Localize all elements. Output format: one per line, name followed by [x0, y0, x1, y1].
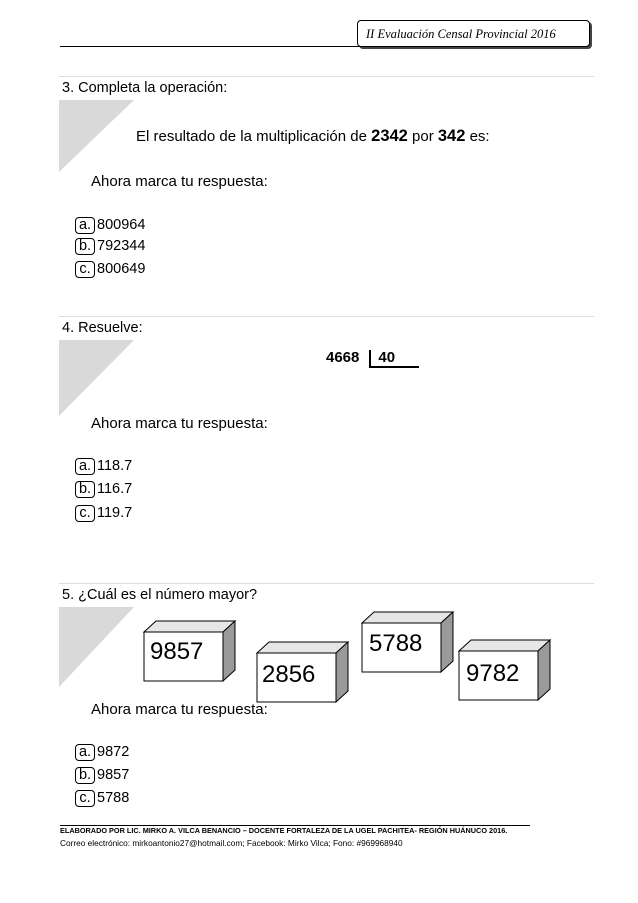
q4-prompt: Ahora marca tu respuesta: [91, 415, 268, 432]
q4-option-b[interactable] [75, 481, 132, 499]
option-letter: a. [75, 744, 95, 761]
option-value: 800964 [97, 217, 146, 233]
option-letter: b. [75, 481, 95, 498]
option-value: 800649 [97, 261, 146, 277]
q3-option-b[interactable] [75, 238, 145, 256]
q5-option-a[interactable] [75, 744, 129, 762]
q4-title: 4. Resuelve: [59, 316, 594, 340]
q4-option-a[interactable] [75, 458, 132, 476]
option-value: 118.7 [97, 458, 133, 474]
division-problem [326, 349, 419, 368]
option-value: 792344 [97, 238, 146, 254]
q3-title: 3. Completa la operación: [59, 76, 594, 100]
q4-body [59, 340, 594, 540]
footer-contact: Correo electrónico: mirkoantonio27@hotmail.com; Facebook: Mirko Vilca; Fono: #969968940 [60, 838, 403, 848]
option-letter: a. [75, 458, 95, 475]
cube-1-label: 9857 [150, 638, 204, 665]
divisor: 40 [369, 350, 419, 368]
q3-body [59, 100, 594, 295]
cube-3-label: 5788 [369, 630, 423, 657]
option-letter: b. [75, 238, 95, 255]
footer-credits: ELABORADO POR LIC. MIRKO A. VILCA BENANCIO – DOCENTE FORTALEZA DE LA UGEL PACHITEA- REGIÓN HUÁNUCO 2016. [60, 826, 508, 835]
option-value: 9872 [97, 744, 130, 760]
cube-4-label: 9782 [466, 660, 520, 687]
option-value: 116.7 [97, 481, 133, 497]
q4-option-c[interactable] [75, 505, 132, 523]
q3-option-a[interactable] [75, 217, 145, 235]
header-title: II Evaluación Censal Provincial 2016 [357, 20, 590, 47]
q3-prompt: Ahora marca tu respuesta: [91, 173, 268, 190]
option-value: 5788 [97, 790, 130, 806]
option-letter: a. [75, 217, 95, 234]
q5-title: 5. ¿Cuál es el número mayor? [59, 583, 594, 607]
q4-background-shape [59, 340, 594, 540]
option-value: 119.7 [97, 505, 133, 521]
option-letter: c. [75, 505, 95, 522]
q5-option-b[interactable] [75, 767, 129, 785]
q5-body [59, 607, 594, 810]
cube-2-label: 2856 [262, 661, 316, 688]
dividend: 4668 [326, 349, 360, 366]
q3-statement: El resultado de la multiplicación de 2342 por 342 es: [136, 127, 490, 145]
q5-option-c[interactable] [75, 790, 129, 808]
q3-option-c[interactable] [75, 261, 145, 279]
option-letter: b. [75, 767, 95, 784]
option-letter: c. [75, 261, 95, 278]
q5-prompt: Ahora marca tu respuesta: [91, 701, 268, 718]
option-value: 9857 [97, 767, 130, 783]
option-letter: c. [75, 790, 95, 807]
